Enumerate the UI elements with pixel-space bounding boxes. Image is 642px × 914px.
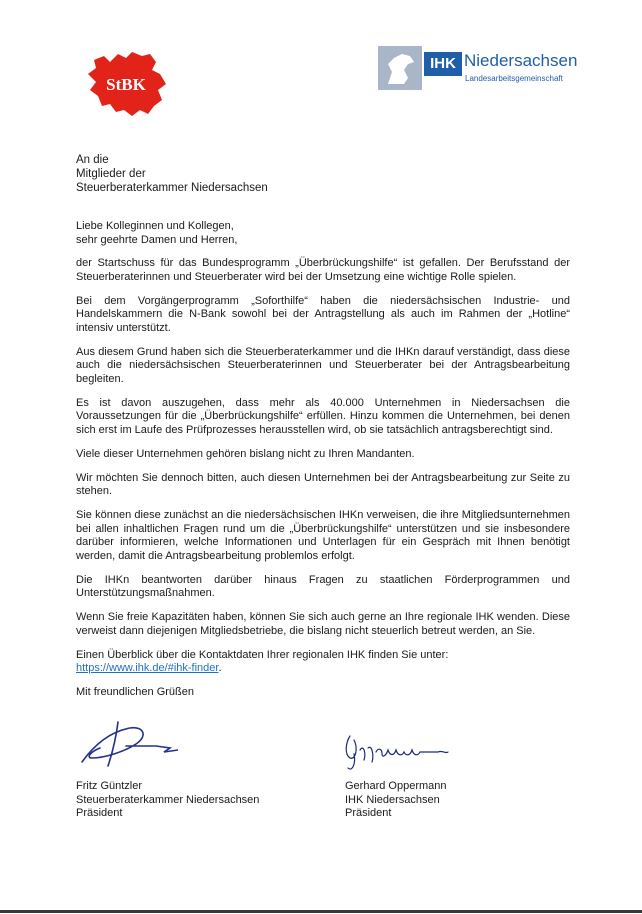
letter-body (76, 220, 570, 700)
paragraph: Viele dieser Unternehmen gehören bislang nicht zu Ihren Mandanten. (76, 447, 415, 460)
address-line: An die (76, 154, 109, 166)
paragraph: Die IHKn beantworten darüber hinaus Fragen zu staatlichen Förderprogrammen und Unterstützungsmaßnahmen. (76, 573, 570, 599)
ihk-horse-emblem (378, 46, 422, 90)
paragraph: Wenn Sie freie Kapazitäten haben, können Sie sich auch gerne an Ihre regionale IHK wenden. Diese verweist dann diejenigen Mitgliedsbetriebe, die bislang nicht steuerlich betreut werden, an Sie. (76, 611, 570, 637)
address-line: Mitglieder der (76, 168, 146, 180)
stbk-logo (86, 50, 168, 118)
signer-org: IHK Niedersachsen (345, 793, 440, 806)
ihk-finder-link[interactable]: https://www.ihk.de/#ihk-finder (76, 662, 219, 674)
salutation (76, 220, 570, 247)
signer-name: Gerhard Oppermann (345, 780, 447, 792)
ihk-sub: Landesarbeitsgemeinschaft (465, 74, 563, 83)
signer-right (345, 780, 447, 821)
salutation-line: Liebe Kolleginnen und Kollegen, (76, 220, 234, 232)
signer-name: Fritz Güntzler (76, 780, 143, 792)
paragraph: Es ist davon auszugehen, dass mehr als 40.000 Unternehmen in Niedersachsen die Voraussetzungen für die „Überbrückungshilfe“ erfüllen. Hinzu kommen die Unternehmen, bei denen sich erst im Laufe des Prüfprozesses herausstellen wird, ob sie tatsächlich antragsberechtigt sind. (76, 396, 570, 436)
horse-icon (378, 46, 422, 90)
paragraph: Bei dem Vorgängerprogramm „Soforthilfe“ haben die niedersächsischen Industrie- und Handelskammern die N-Bank sowohl bei der Antragstellung als auch im Rahmen der „Hotline“ intensiv unterstützt. (76, 294, 570, 334)
paragraph: Aus diesem Grund haben sich die Steuerberaterkammer und die IHKn darauf verständigt, dass diese auch die niedersächsischen Steuerberaterinnen und Steuerberater bei der Antragsbearbeitung begleiten. (76, 345, 570, 385)
signer-role: Präsident (345, 807, 392, 819)
signature-oppermann (342, 730, 450, 772)
address-line: Steuerberaterkammer Niedersachsen (76, 182, 268, 194)
finder-suffix: . (218, 662, 222, 674)
finder-paragraph (76, 649, 570, 676)
signer-org: Steuerberaterkammer Niedersachsen (76, 793, 260, 806)
bottom-rule (0, 910, 642, 913)
salutation-line: sehr geehrte Damen und Herren, (76, 233, 238, 246)
paragraph: Sie können diese zunächst an die niedersächsischen IHKn verweisen, die ihre Mitgliedsunternehmen bei allen inhaltlichen Fragen rund um die „Überbrückungshilfe“ unterstützen und sie insbesondere darüber informieren, welche Informationen und Unterlagen für ein Gespräch mit Ihnen benötigt werden, damit die Antragsbearbeitung problemlos erfolgt. (76, 509, 570, 562)
ihk-abbr: IHK (424, 52, 462, 76)
signature-guentzler (78, 718, 178, 770)
signer-role: Präsident (76, 807, 123, 819)
paragraph: der Startschuss für das Bundesprogramm „Überbrückungshilfe“ ist gefallen. Der Berufsstand der Steuerberaterinnen und Steuerberater wird bei der Umsetzung eine wichtige Rolle spielen. (76, 257, 570, 283)
stbk-logo-text: StBK (106, 75, 146, 94)
address-block (76, 153, 268, 195)
ihk-logo (378, 46, 578, 92)
finder-text: Einen Überblick über die Kontaktdaten Ihrer regionalen IHK finden Sie unter: (76, 648, 449, 661)
signer-left (76, 780, 259, 821)
closing: Mit freundlichen Grüßen (76, 686, 194, 698)
paragraph: Wir möchten Sie dennoch bitten, auch diesen Unternehmen bei der Antragsbearbeitung zur Seite zu stehen. (76, 471, 570, 497)
ihk-region: Niedersachsen (464, 51, 578, 70)
